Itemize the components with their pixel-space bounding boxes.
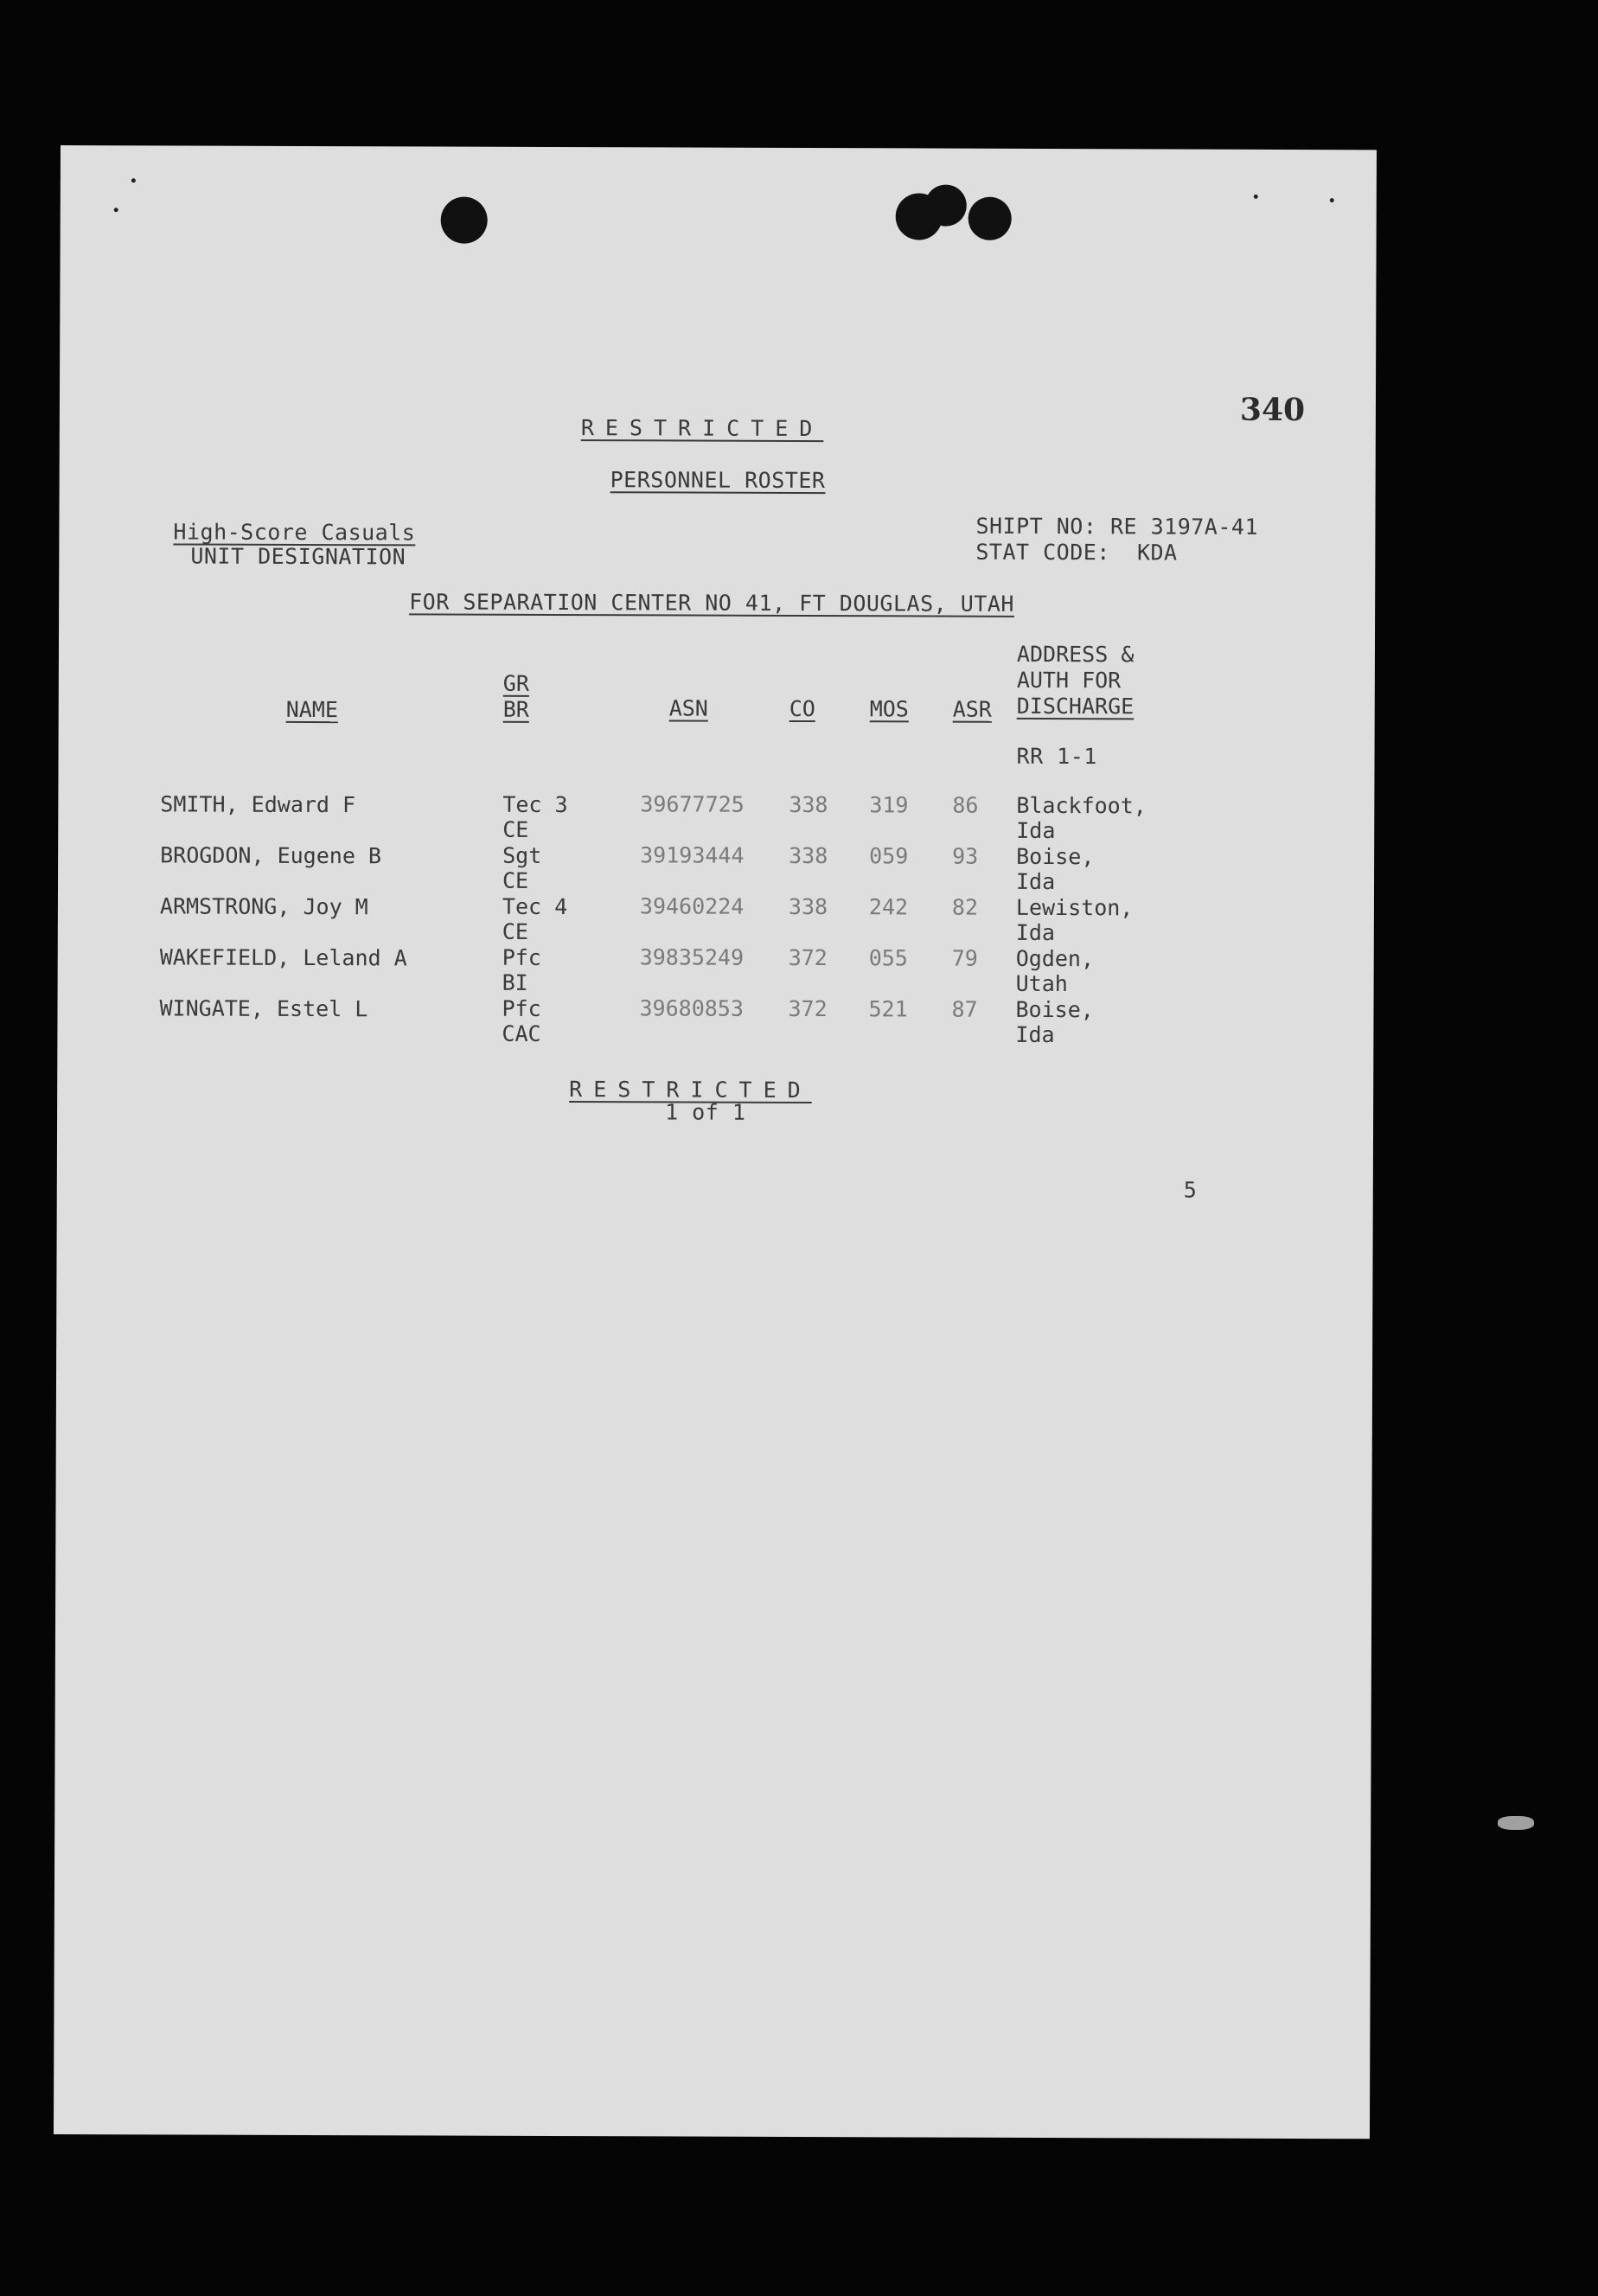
row-branch: CE — [502, 918, 528, 944]
row-mos: 059 — [869, 843, 909, 869]
row-city: Boise, — [1015, 996, 1094, 1023]
column-header-grade-line2: BR — [502, 696, 529, 722]
column-header-name: NAME — [285, 696, 338, 723]
row-asr: 86 — [952, 792, 979, 818]
row-grade: Pfc — [502, 995, 541, 1021]
punch-hole-left — [441, 197, 488, 244]
row-branch: CE — [502, 816, 529, 842]
row-name: BROGDON, Eugene B — [160, 842, 382, 869]
punch-hole-right-b — [925, 184, 967, 226]
row-branch: CAC — [502, 1020, 541, 1046]
row-state: Ida — [1015, 868, 1056, 895]
shipment-number: SHIPT NO: RE 3197A-41 — [975, 513, 1259, 540]
unit-label: UNIT DESIGNATION — [190, 543, 406, 570]
row-branch: BI — [502, 969, 528, 995]
column-header-asn: ASN — [668, 695, 708, 721]
row-state: Ida — [1015, 919, 1056, 946]
row-city: Lewiston, — [1015, 894, 1134, 921]
row-city: Boise, — [1016, 843, 1095, 870]
row-asn: 39680853 — [639, 995, 744, 1021]
punch-hole-right-c — [968, 197, 1012, 240]
row-grade: Pfc — [502, 944, 541, 970]
discharge-authority: RR 1-1 — [1016, 743, 1097, 770]
row-city: Blackfoot, — [1016, 792, 1147, 819]
row-asn: 39835249 — [639, 944, 745, 970]
row-co: 338 — [788, 893, 828, 920]
row-state: Ida — [1016, 817, 1056, 844]
row-state: Ida — [1015, 1021, 1055, 1048]
row-mos: 521 — [868, 996, 908, 1022]
row-grade: Tec 3 — [502, 791, 568, 818]
row-asn: 39193444 — [640, 842, 745, 868]
row-state: Utah — [1015, 970, 1068, 997]
column-header-co: CO — [789, 695, 815, 722]
row-co: 372 — [788, 995, 828, 1022]
row-asr: 79 — [951, 945, 978, 971]
classification-top: RESTRICTED — [580, 415, 824, 442]
column-header-address-line1: ADDRESS & — [1016, 641, 1135, 668]
column-header-address-line2: AUTH FOR — [1016, 667, 1122, 694]
document-page — [54, 145, 1377, 2139]
column-header-address-line3: DISCHARGE — [1016, 693, 1135, 719]
row-asr: 82 — [951, 894, 979, 920]
row-grade: Sgt — [502, 842, 542, 868]
document-title: PERSONNEL ROSTER — [610, 467, 826, 494]
row-name: ARMSTRONG, Joy M — [159, 893, 368, 920]
destination: FOR SEPARATION CENTER NO 41, FT DOUGLAS, UTAH — [409, 589, 1015, 617]
row-asn: 39460224 — [639, 893, 745, 919]
column-header-grade — [503, 671, 529, 723]
column-header-grade-line1: GR — [502, 670, 529, 696]
row-co: 338 — [789, 842, 828, 869]
row-name: WINGATE, Estel L — [159, 995, 368, 1022]
edge-smudge — [1498, 1816, 1534, 1830]
column-header-mos: MOS — [869, 696, 909, 722]
classification-bottom: RESTRICTED — [569, 1077, 812, 1103]
row-asr: 87 — [951, 996, 978, 1022]
sheet-number: 5 — [1183, 1177, 1198, 1203]
row-asr: 93 — [952, 843, 979, 869]
row-asn: 39677725 — [640, 791, 745, 817]
page-of: 1 of 1 — [665, 1099, 746, 1125]
row-mos: 319 — [869, 792, 909, 818]
row-name: SMITH, Edward F — [160, 791, 356, 818]
unit-name: High-Score Casuals — [173, 519, 416, 546]
row-co: 338 — [789, 791, 828, 818]
row-mos: 055 — [868, 945, 908, 971]
row-name: WAKEFIELD, Leland A — [159, 944, 407, 971]
column-header-asr: ASR — [952, 696, 992, 722]
row-grade: Tec 4 — [502, 893, 568, 920]
page-number-stamp: 340 — [1239, 391, 1306, 429]
column-header-address — [1017, 642, 1135, 719]
stat-code: STAT CODE: KDA — [975, 539, 1178, 566]
row-city: Ogden, — [1015, 945, 1095, 972]
row-mos: 242 — [868, 894, 909, 920]
row-branch: CE — [502, 867, 529, 893]
row-co: 372 — [788, 944, 828, 971]
